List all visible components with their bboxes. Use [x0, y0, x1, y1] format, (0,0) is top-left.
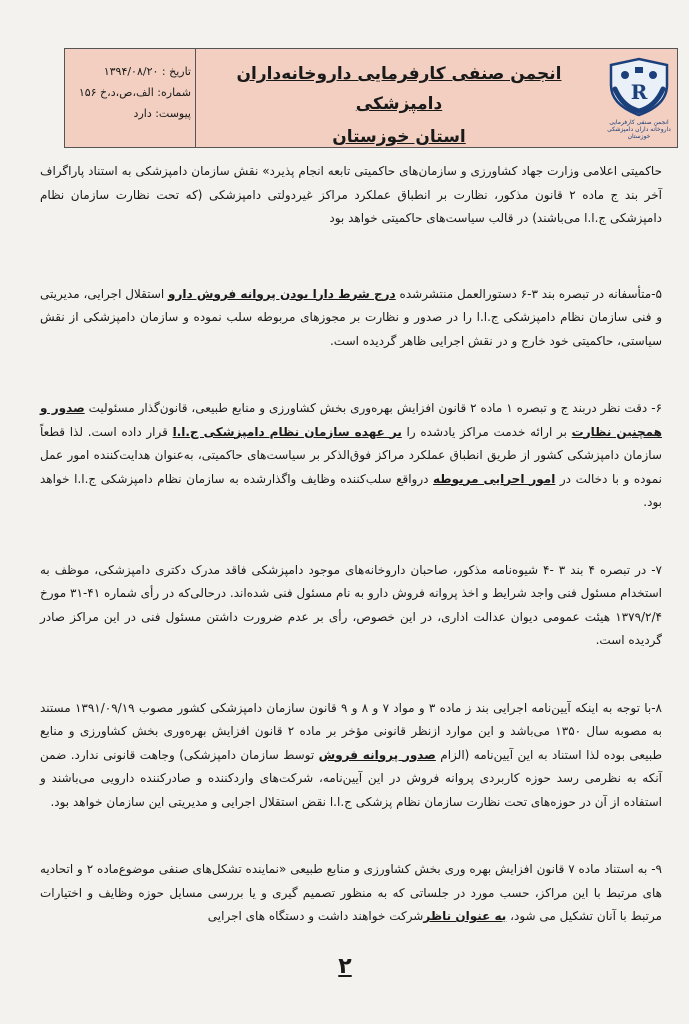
org-province: استان خوزستان	[332, 127, 466, 147]
paragraph-5: ۵-متأسفانه در تبصره بند ۳-۶ دستورالعمل منتشرشده درج شرط دارا بودن پروانه فروش دارو استقلال اجرایی، مدیریتی و فنی سازمان نظام دامپزشکی ج.ا.ا را در صدور و نظارت بر مجوزهای مربوطه سلب نموده و سازمان دامپزشکی از نقش سیاستی، حاکمیتی خود خارج و در نقش اجرایی ظاهر گردیده است.	[40, 286, 662, 348]
paragraph-7: ۷- در تبصره ۴ بند ۳ -۴ شیوه‌نامه مذکور، صاحبان داروخانه‌های موجود دامپزشکی فاقد مدرک دکتری دامپزشکی، موظف به استخدام مسئول فنی واجد شرایط و اخذ پروانه فروش دارو به نام مسئول فنی شده‌اند. درحالی‌که در رأی شماره ۴۱-۳۱ مورخ ۱۳۷۹/۲/۴ هیئت عمومی دیوان عدالت اداری، در این خصوص، رأی بر عدم ضرورت داشتن مسئول فنی در این مراکز صادر گردیده است.	[40, 562, 662, 647]
svg-text:R: R	[630, 80, 648, 104]
paragraph-8: ۸-با توجه به اینکه آیین‌نامه اجرایی بند ز ماده ۳ و مواد ۷ و ۸ و ۹ قانون سازمان دامپزشکی کشور مصوب ۱۳۹۱/۰۹/۱۹ مستند به مصوبه سال ۱۳۵۰ می‌باشد و این موارد ازنظر قانونی مؤخر بر ماده ۲ قانون افزایش بهره‌وری بخش کشاورزی و منابع طبیعی بوده لذا استناد به این آیین‌نامه (الزام صدور پروانه فروش توسط سازمان دامپزشکی) وجاهت قانونی ندارد. ضمن آنکه به نظرمی رسد حوزه کاربردی پروانه فروش در این آیین‌نامه، شرکت‌های واردکننده و صادرکننده دارویی می‌باشند و استفاده از آن در حوزه‌های تحت نظارت سازمان نظام پزشکی ج.ا.ا نقض استقلال اجرایی و مدیریتی این سازمان خواهد بود.	[40, 700, 662, 809]
emphasis-issuance-supervision: صدور و همچنین نظارت	[40, 401, 663, 439]
letter-body	[40, 160, 662, 973]
emphasis-veterinary-council: بر عهده سازمان نظام دامپزشکی ج.ا.ا	[172, 424, 402, 439]
letter-meta	[73, 61, 191, 124]
header-divider	[195, 49, 196, 147]
emphasis-sales-license-condition: درج شرط دارا بودن پروانه فروش دارو	[168, 286, 396, 301]
letter-number: شماره: الف،ص،د،خ ۱۵۶	[78, 86, 191, 99]
organization-name	[199, 59, 599, 155]
letter-date: تاریخ : ۱۳۹۴/۰۸/۲۰	[103, 65, 191, 78]
paragraph-continuation: حاکمیتی اعلامی وزارت جهاد کشاورزی و سازمان‌های حاکمیتی تابعه انجام پذیرد» نقش سازمان دامپزشکی به استناد پاراگراف آخر بند ج ماده ۲ قانون مذکور، نظارت بر انطباق عملکرد مراکز غیردولتی دامپزشکی (که تحت نظارت سازمان نظام دامپزشکی ج.ا.ا می‌باشند) در قالب سیاست‌های حاکمیتی خواهد بود	[40, 164, 662, 225]
org-title: انجمن صنفی کارفرمایی داروخانه‌داران دامپزشکی	[236, 64, 562, 114]
logo-caption: انجمن صنفی کارفرمایی داروخانه داران دامپزشکی خوزستان	[607, 119, 671, 140]
letter-attachment: پیوست: دارد	[133, 107, 191, 120]
paragraph-9: ۹- به استناد ماده ۷ قانون افزایش بهره وری بخش کشاورزی و منابع طبیعی «نماینده تشکل‌های صنفی موضوع‌ماده ۲ و اتحادیه های مرتبط با این مراکز، حسب مورد در جلساتی که به منظور تصمیم گیری و یا بررسی مسایل حوزه وظایف و اختیارات مرتبط با آنان تشکیل می شود، به عنوان ناظرشرکت خواهند داشت و دستگاه های اجرایی	[40, 862, 662, 923]
paragraph-6: ۶- دقت نظر دربند ج و تبصره ۱ ماده ۲ قانون افزایش بهره‌وری بخش کشاورزی و منابع طبیعی، قانون‌گذار مسئولیت صدور و همچنین نظارت بر ارائه خدمت مراکز یادشده را بر عهده سازمان نظام دامپزشکی ج.ا.ا قرار داده است. لذا قطعاً سازمان دامپزشکی کشور از طریق انطباق عملکرد مراکز فوق‌الذکر بر سیاست‌های حاکمیتی، به‌عنوان هدایت‌کننده امور عمل نموده و با دخالت در امور اجرایی مربوطه درواقع سلب‌کننده وظایف واگذارشده به سازمان نظام دامپزشکی ج.ا.ا خواهد بود.	[40, 401, 663, 509]
association-logo-icon	[603, 55, 675, 143]
emphasis-as-observer: به عنوان ناظر	[423, 909, 507, 923]
emphasis-executive-affairs: امور اجرایی مربوطه	[433, 471, 556, 486]
page-number: ۲	[338, 954, 352, 979]
emphasis-issue-sales-license: صدور پروانه فروش	[318, 747, 436, 762]
letterhead	[64, 48, 678, 148]
